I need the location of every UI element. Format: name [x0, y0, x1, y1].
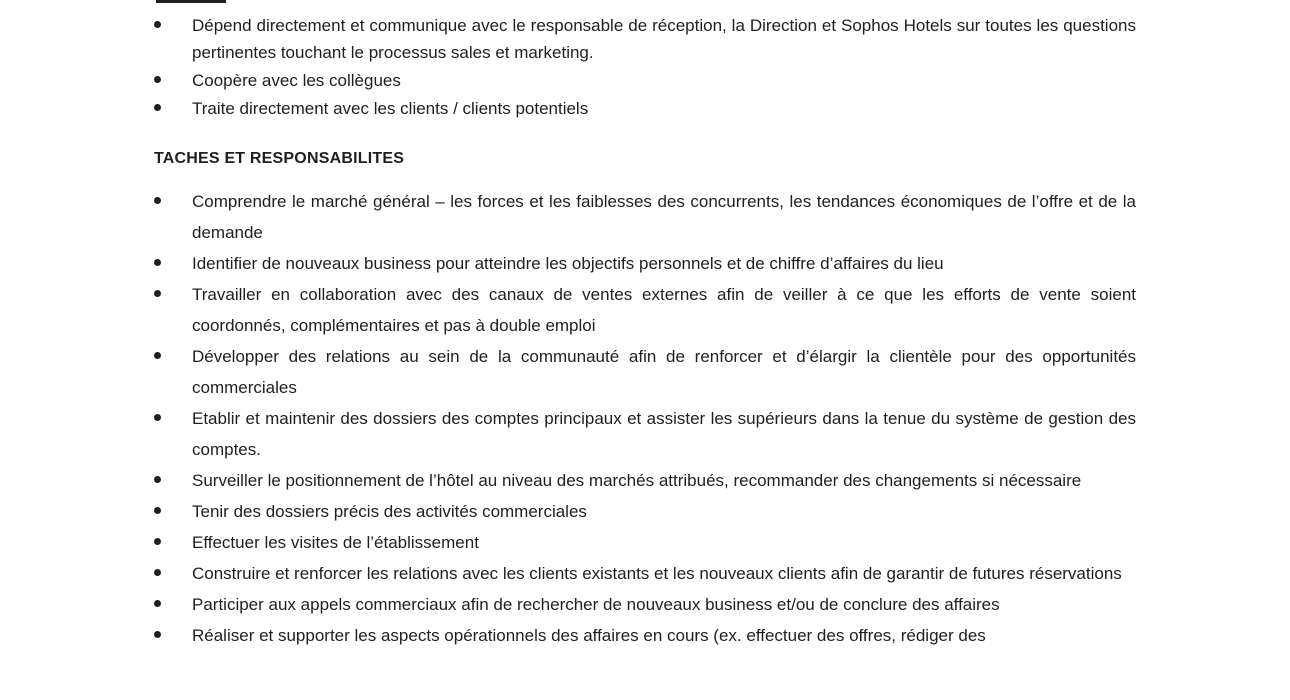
list-item [0, 67, 1136, 94]
bullet-icon [154, 290, 161, 297]
list-item [0, 248, 1136, 279]
list-item [0, 465, 1136, 496]
list-item-text: Traite directement avec les clients / clients potentiels [192, 99, 589, 118]
list-item [0, 12, 1136, 66]
bullet-icon [154, 600, 161, 607]
bullet-icon [154, 476, 161, 483]
tasks-bullet-list [0, 186, 1290, 651]
list-item-text: Participer aux appels commerciaux afin de rechercher de nouveaux business et/ou de conclure des affaires [192, 595, 1000, 614]
list-item [0, 527, 1136, 558]
bullet-icon [154, 21, 161, 28]
list-item-text: Tenir des dossiers précis des activités commerciales [192, 502, 587, 521]
intro-bullet-list [0, 12, 1290, 122]
bullet-icon [154, 352, 161, 359]
bullet-icon [154, 259, 161, 266]
list-item-text: Surveiller le positionnement de l’hôtel au niveau des marchés attribués, recommander des changements si nécessaire [192, 471, 1082, 490]
list-item-text: Construire et renforcer les relations avec les clients existants et les nouveaux clients afin de garantir de futures réservations [192, 564, 1122, 583]
list-item-text: Réaliser et supporter les aspects opérationnels des affaires en cours (ex. effectuer des offres, rédiger des [192, 626, 986, 645]
list-item [0, 95, 1136, 122]
list-item [0, 620, 1136, 651]
section-heading: TACHES ET RESPONSABILITES [154, 150, 405, 167]
list-item-text: Effectuer les visites de l’établissement [192, 533, 479, 552]
list-item-text: Comprendre le marché général – les forces et les faiblesses des concurrents, les tendances économiques de l’offre et de la demande [192, 192, 1136, 242]
list-item [0, 186, 1136, 248]
list-item-text: Identifier de nouveaux business pour atteindre les objectifs personnels et de chiffre d’affaires du lieu [192, 254, 944, 273]
list-item-text: Développer des relations au sein de la communauté afin de renforcer et d’élargir la clientèle pour des opportunités commerciales [192, 347, 1136, 397]
list-item [0, 496, 1136, 527]
bullet-icon [154, 569, 161, 576]
list-item [0, 589, 1136, 620]
list-item [0, 403, 1136, 465]
bullet-icon [154, 104, 161, 111]
bullet-icon [154, 76, 161, 83]
bullet-icon [154, 538, 161, 545]
bullet-icon [154, 197, 161, 204]
list-item-text: Etablir et maintenir des dossiers des comptes principaux et assister les supérieurs dans la tenue du système de gestion des comptes. [192, 409, 1136, 459]
bullet-icon [154, 414, 161, 421]
bullet-icon [154, 631, 161, 638]
list-item-text: Dépend directement et communique avec le responsable de réception, la Direction et Sophos Hotels sur toutes les questions pertinentes touchant le processus sales et marketing. [192, 16, 1136, 62]
list-item-text: Coopère avec les collègues [192, 71, 401, 90]
list-item [0, 558, 1136, 589]
list-item [0, 279, 1136, 341]
list-item [0, 341, 1136, 403]
bullet-icon [154, 507, 161, 514]
list-item-text: Travailler en collaboration avec des canaux de ventes externes afin de veiller à ce que les efforts de vente soient coordonnés, complémentaires et pas à double emploi [192, 285, 1136, 335]
cut-off-heading-fragment [156, 0, 226, 3]
